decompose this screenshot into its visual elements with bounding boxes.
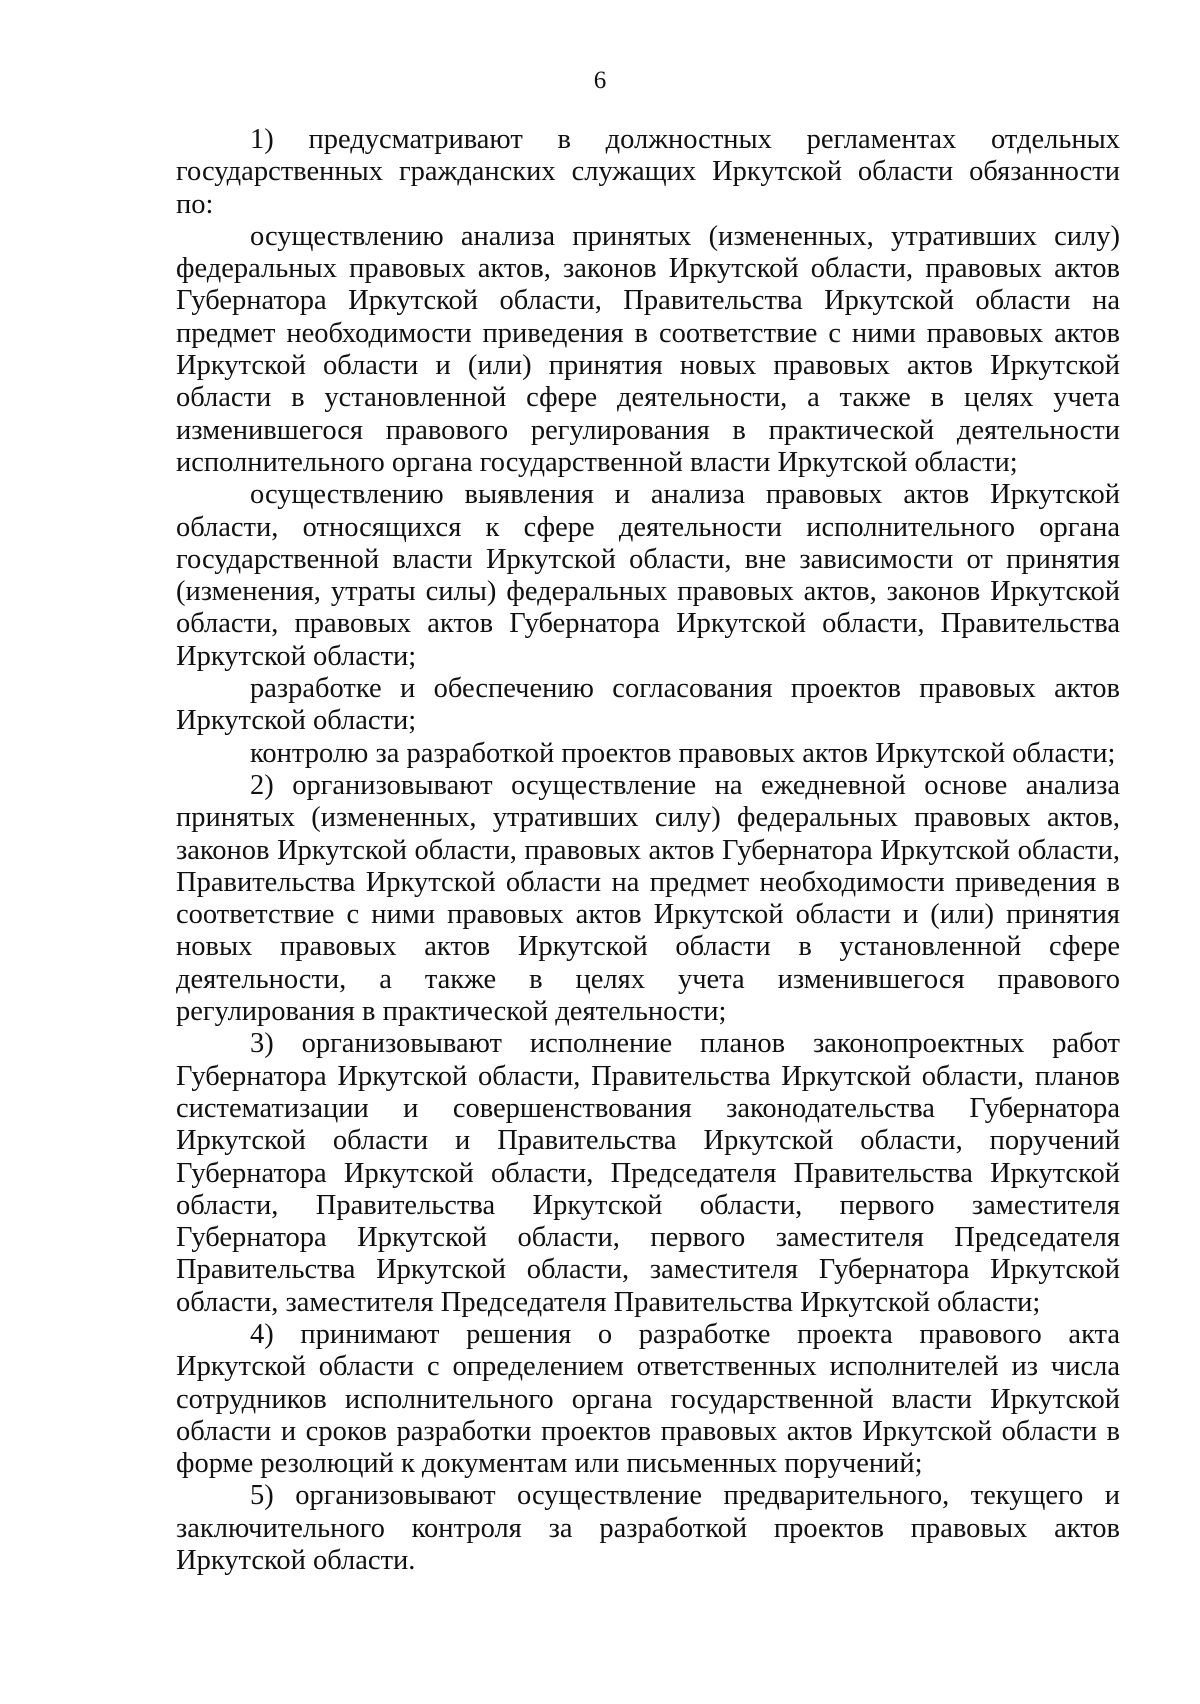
paragraph-duty-identification: осуществлению выявления и анализа правовых актов Иркутской области, относящихся к сфере деятельности исполнительного органа государственной власти Иркутской области, вне зависимости от принятия (изменения, утраты силы) федеральных правовых актов, законов Иркутской области, правовых актов Губернатора Иркутской области, Правительства Иркутской области; xyxy=(176,479,1120,672)
paragraph-item-5: 5) организовывают осуществление предварительного, текущего и заключительного контроля за разработкой проектов правовых актов Иркутской области. xyxy=(176,1480,1120,1577)
document-body xyxy=(176,124,1120,1577)
paragraph-duty-drafting: разработке и обеспечению согласования проектов правовых актов Иркутской области; xyxy=(176,673,1120,737)
paragraph-item-4: 4) принимают решения о разработке проекта правового акта Иркутской области с определением ответственных исполнителей из числа сотрудников исполнительного органа государственной власти Иркутской области и сроков разработки проектов правовых актов Иркутской области в форме резолюций к документам или письменных поручений; xyxy=(176,1318,1120,1480)
paragraph-item-3: 3) организовывают исполнение планов законопроектных работ Губернатора Иркутской области, Правительства Иркутской области, планов систематизации и совершенствования законодательства Губернатора Иркутской области и Правительства Иркутской области, поручений Губернатора Иркутской области, Председателя Правительства Иркутской области, Правительства Иркутской области, первого заместителя Губернатора Иркутской области, первого заместителя Председателя Правительства Иркутской области, заместителя Губернатора Иркутской области, заместителя Председателя Правительства Иркутской области; xyxy=(176,1028,1120,1318)
page-number: 6 xyxy=(593,67,607,94)
paragraph-item-2: 2) организовывают осуществление на ежедневной основе анализа принятых (измененных, утративших силу) федеральных правовых актов, законов Иркутской области, правовых актов Губернатора Иркутской области, Правительства Иркутской области на предмет необходимости приведения в соответствие с ними правовых актов Иркутской области и (или) принятия новых правовых актов Иркутской области в установленной сфере деятельности, а также в целях учета изменившегося правового регулирования в практической деятельности; xyxy=(176,769,1120,1028)
paragraph-duty-analysis: осуществлению анализа принятых (измененных, утративших силу) федеральных правовых актов, законов Иркутской области, правовых актов Губернатора Иркутской области, Правительства Иркутской области на предмет необходимости приведения в соответствие с ними правовых актов Иркутской области и (или) принятия новых правовых актов Иркутской области в установленной сфере деятельности, а также в целях учета изменившегося правового регулирования в практической деятельности исполнительного органа государственной власти Иркутской области; xyxy=(176,220,1120,478)
paragraph-duty-control: контролю за разработкой проектов правовых актов Иркутской области; xyxy=(250,737,1116,769)
paragraph-item-1: 1) предусматривают в должностных регламентах отдельных государственных гражданских служащих Иркутской области обязанности по: xyxy=(176,124,1120,220)
